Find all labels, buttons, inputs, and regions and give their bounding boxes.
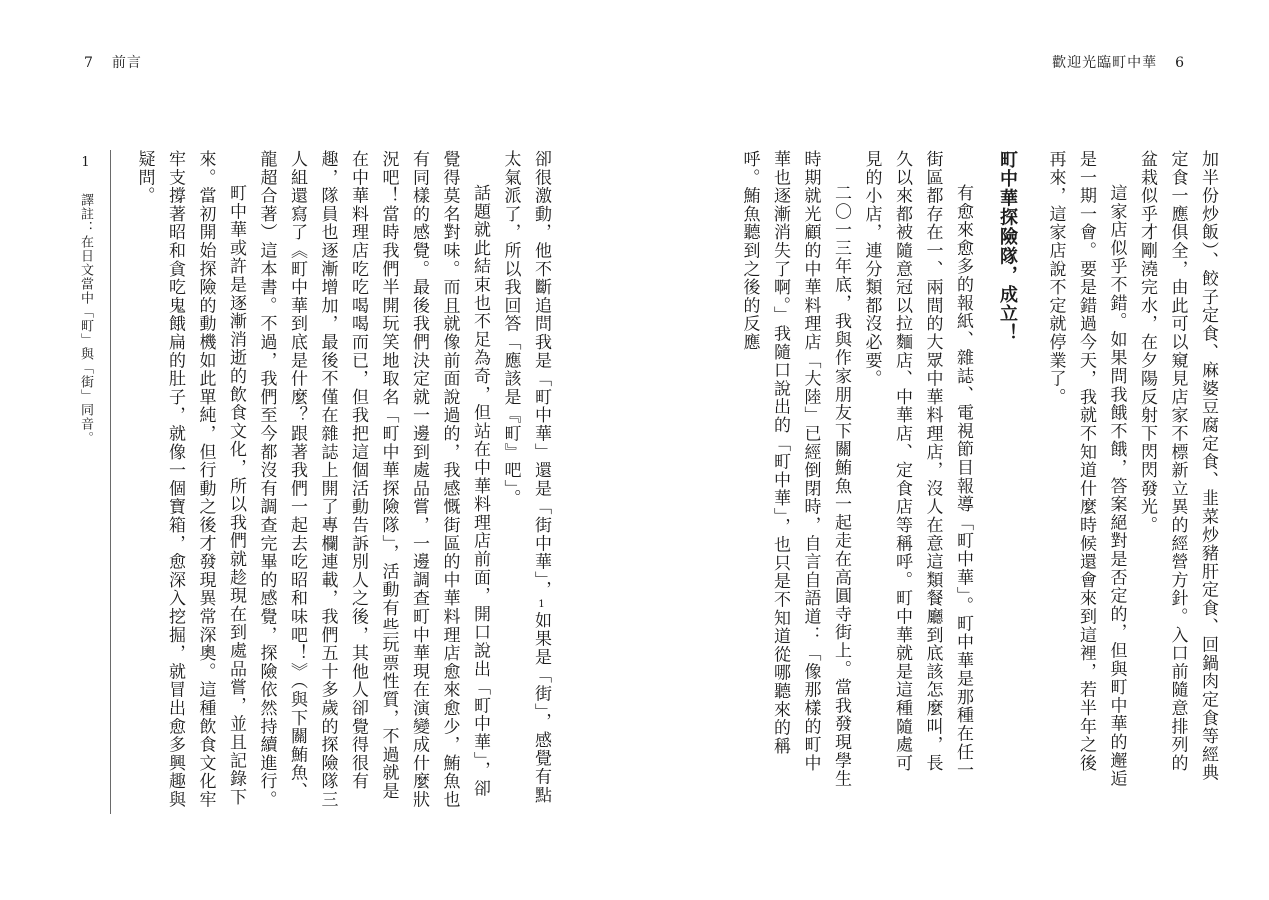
- paragraph-continued: [495, 150, 556, 815]
- paragraph: 話題就此結束也不足為奇，但站在中華料理店前面，開口說出「町中華」，卻覺得莫名對味。而且就像前面說過的，我感慨街區的中華料理店愈來愈少，鮪魚也有同樣的感覺。最後我們決定就一邊到處品嘗，一邊調查町中華現在演變成什麼狀況吧！當時我們半開玩笑地取名「町中華探險隊」，活動有些玩票性質，不過就是在中華料理店吃吃喝喝而已，但我把這個活動告訴別人之後，其他人卻覺得很有趣，隊員也逐漸增加，最後不僅在雜誌上開了專欄連載，我們五十多歲的探險隊三人組還寫了《町中華到底是什麼？跟著我們一起去吃昭和味吧！》（與下關鮪魚、龍超合著）這本書。不過，我們至今都沒有調查完畢的感覺，探險依然持續進行。: [256, 150, 490, 809]
- paragraph: 町中華或許是逐漸消逝的飲食文化，所以我們就趁現在到處品嘗，並且記錄下來。當初開始探險的動機如此單純，但行動之後才發現異常深奧。這種飲食文化牢牢支撐著昭和貪吃鬼餓扁的肚子，就像一個寶箱，愈深入挖掘，就冒出愈多興趣與疑問。: [134, 150, 246, 809]
- body-text-right: [734, 150, 1223, 790]
- page-number: 6: [1175, 55, 1185, 71]
- right-page: [634, 0, 1269, 900]
- running-header-right: [1052, 52, 1185, 72]
- paragraph-text: 卻很激動，他不斷追問我是「町中華」還是「街中華」，: [531, 150, 551, 599]
- body-text-left: [129, 150, 556, 815]
- chapter-title: 歡迎光臨町中華: [1052, 55, 1158, 71]
- footnote-text: 譯註：在日文當中「町」與「街」同音。: [78, 193, 93, 445]
- paragraph-text: 如果是「街」，感覺有點太氣派了，所以我回答「應該是『町』吧」。: [500, 150, 551, 805]
- footnote: [74, 155, 96, 755]
- section-heading: 町中華探險隊，成立！: [997, 150, 1018, 343]
- paragraph: 有愈來愈多的報紙、雜誌、電視節目報導「町中華」。町中華是那種在任一街區都存在一、兩間的大眾中華料理店，沒人在意這類餐廳到底該怎麼叫，長久以來都被隨意冠以拉麵店、中華店、定食店等稱呼。町中華就是這種隨處可見的小店，連分類都沒必要。: [861, 150, 973, 780]
- left-page: [0, 0, 634, 900]
- footnote-ref: 1: [536, 599, 547, 612]
- paragraph: 這家店似乎不錯。如果問我餓不餓，答案絕對是否定的，但與町中華的邂逅是一期一會。要是錯過今天，我就不知道什麼時候還會來到這裡，若半年之後再來，這家店說不定就停業了。: [1045, 150, 1127, 788]
- paragraph: 二〇一三年底，我與作家朋友下關鮪魚一起走在高圓寺街上。當我發現學生時期就光顧的中華料理店「大陸」已經倒閉時，自言自語道：「像那樣的町中華也逐漸消失了啊。」我隨口說出的「町中華」，也只是不知道從哪聽來的稱呼。鮪魚聽到之後的反應: [739, 150, 851, 788]
- footnote-number: 1: [78, 155, 93, 171]
- chapter-title: 前言: [111, 55, 142, 71]
- footnote-divider: [110, 150, 111, 814]
- page-number: 7: [84, 55, 94, 71]
- running-header-left: [84, 52, 142, 72]
- paragraph: 加半份炒飯）、餃子定食、麻婆豆腐定食、韭菜炒豬肝定食、回鍋肉定食等經典定食一應俱全，由此可以窺見店家不標新立異的經營方針。入口前隨意排列的盆栽似乎才剛澆完水，在夕陽反射下閃閃發光。: [1137, 150, 1218, 782]
